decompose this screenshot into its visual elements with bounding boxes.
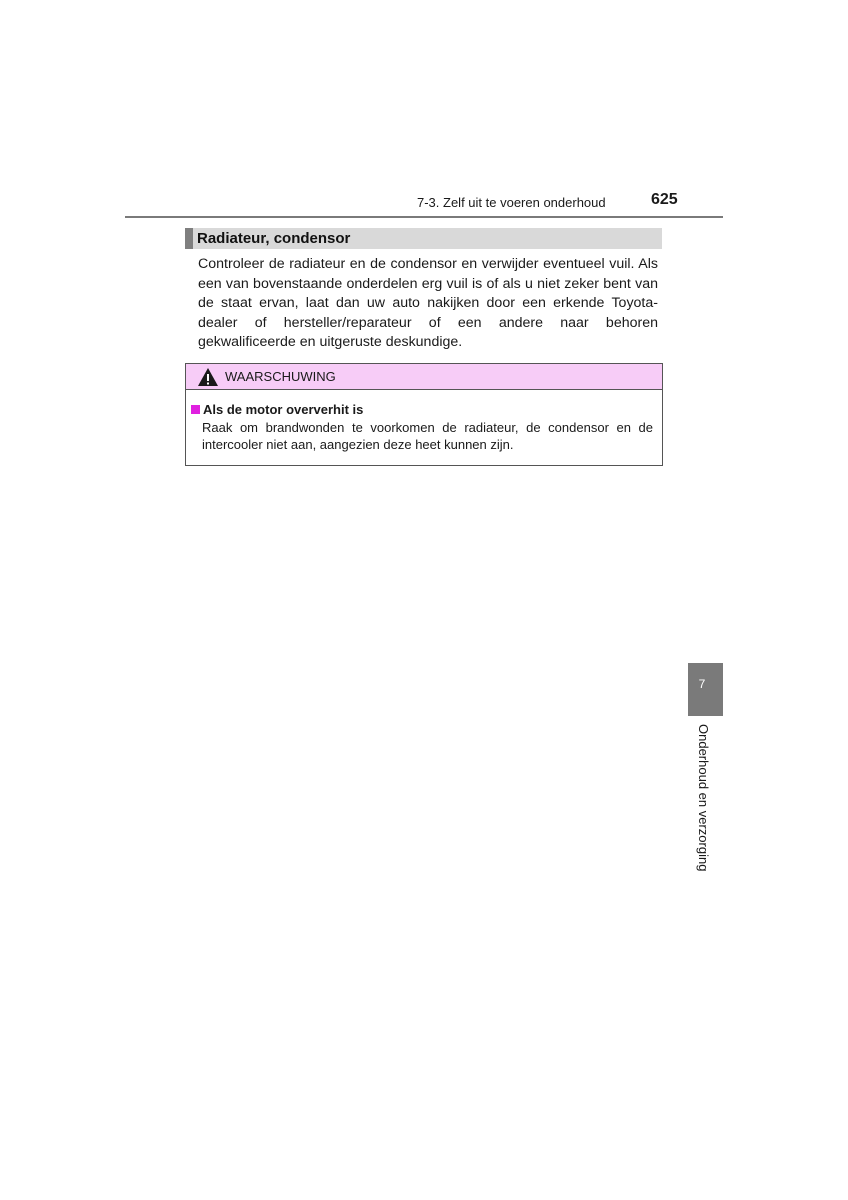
warning-box — [185, 363, 663, 466]
header-divider — [125, 216, 723, 218]
warning-item-heading — [191, 402, 363, 417]
warning-header — [186, 364, 662, 390]
chapter-title: Onderhoud en verzorging — [696, 724, 711, 872]
warning-triangle-icon — [197, 367, 219, 387]
page-number: 625 — [651, 191, 678, 208]
warning-item-title: Als de motor oververhit is — [203, 402, 364, 417]
chapter-number: 7 — [698, 677, 706, 691]
bullet-square-icon — [191, 405, 200, 414]
section-body-text: Controleer de radiateur en de condensor en verwijder eventueel vuil. Als een van bovenstaande onderdelen erg vuil is of als u niet zeker bent van de staat ervan, laat dan uw auto nakijken door een erkende Toyota-dealer of hersteller/reparateur of een andere naar behoren gekwalificeerde en uitgeruste deskundige. — [198, 256, 658, 350]
chapter-tab — [688, 663, 723, 716]
warning-item-text: Raak om brandwonden te voorkomen de radiateur, de condensor en de intercooler niet aan, aangezien deze heet kunnen zijn. — [202, 420, 653, 452]
section-heading: Radiateur, condensor — [185, 228, 662, 249]
warning-title: WAARSCHUWING — [225, 369, 336, 384]
header-section-title: 7-3. Zelf uit te voeren onderhoud — [417, 195, 606, 210]
